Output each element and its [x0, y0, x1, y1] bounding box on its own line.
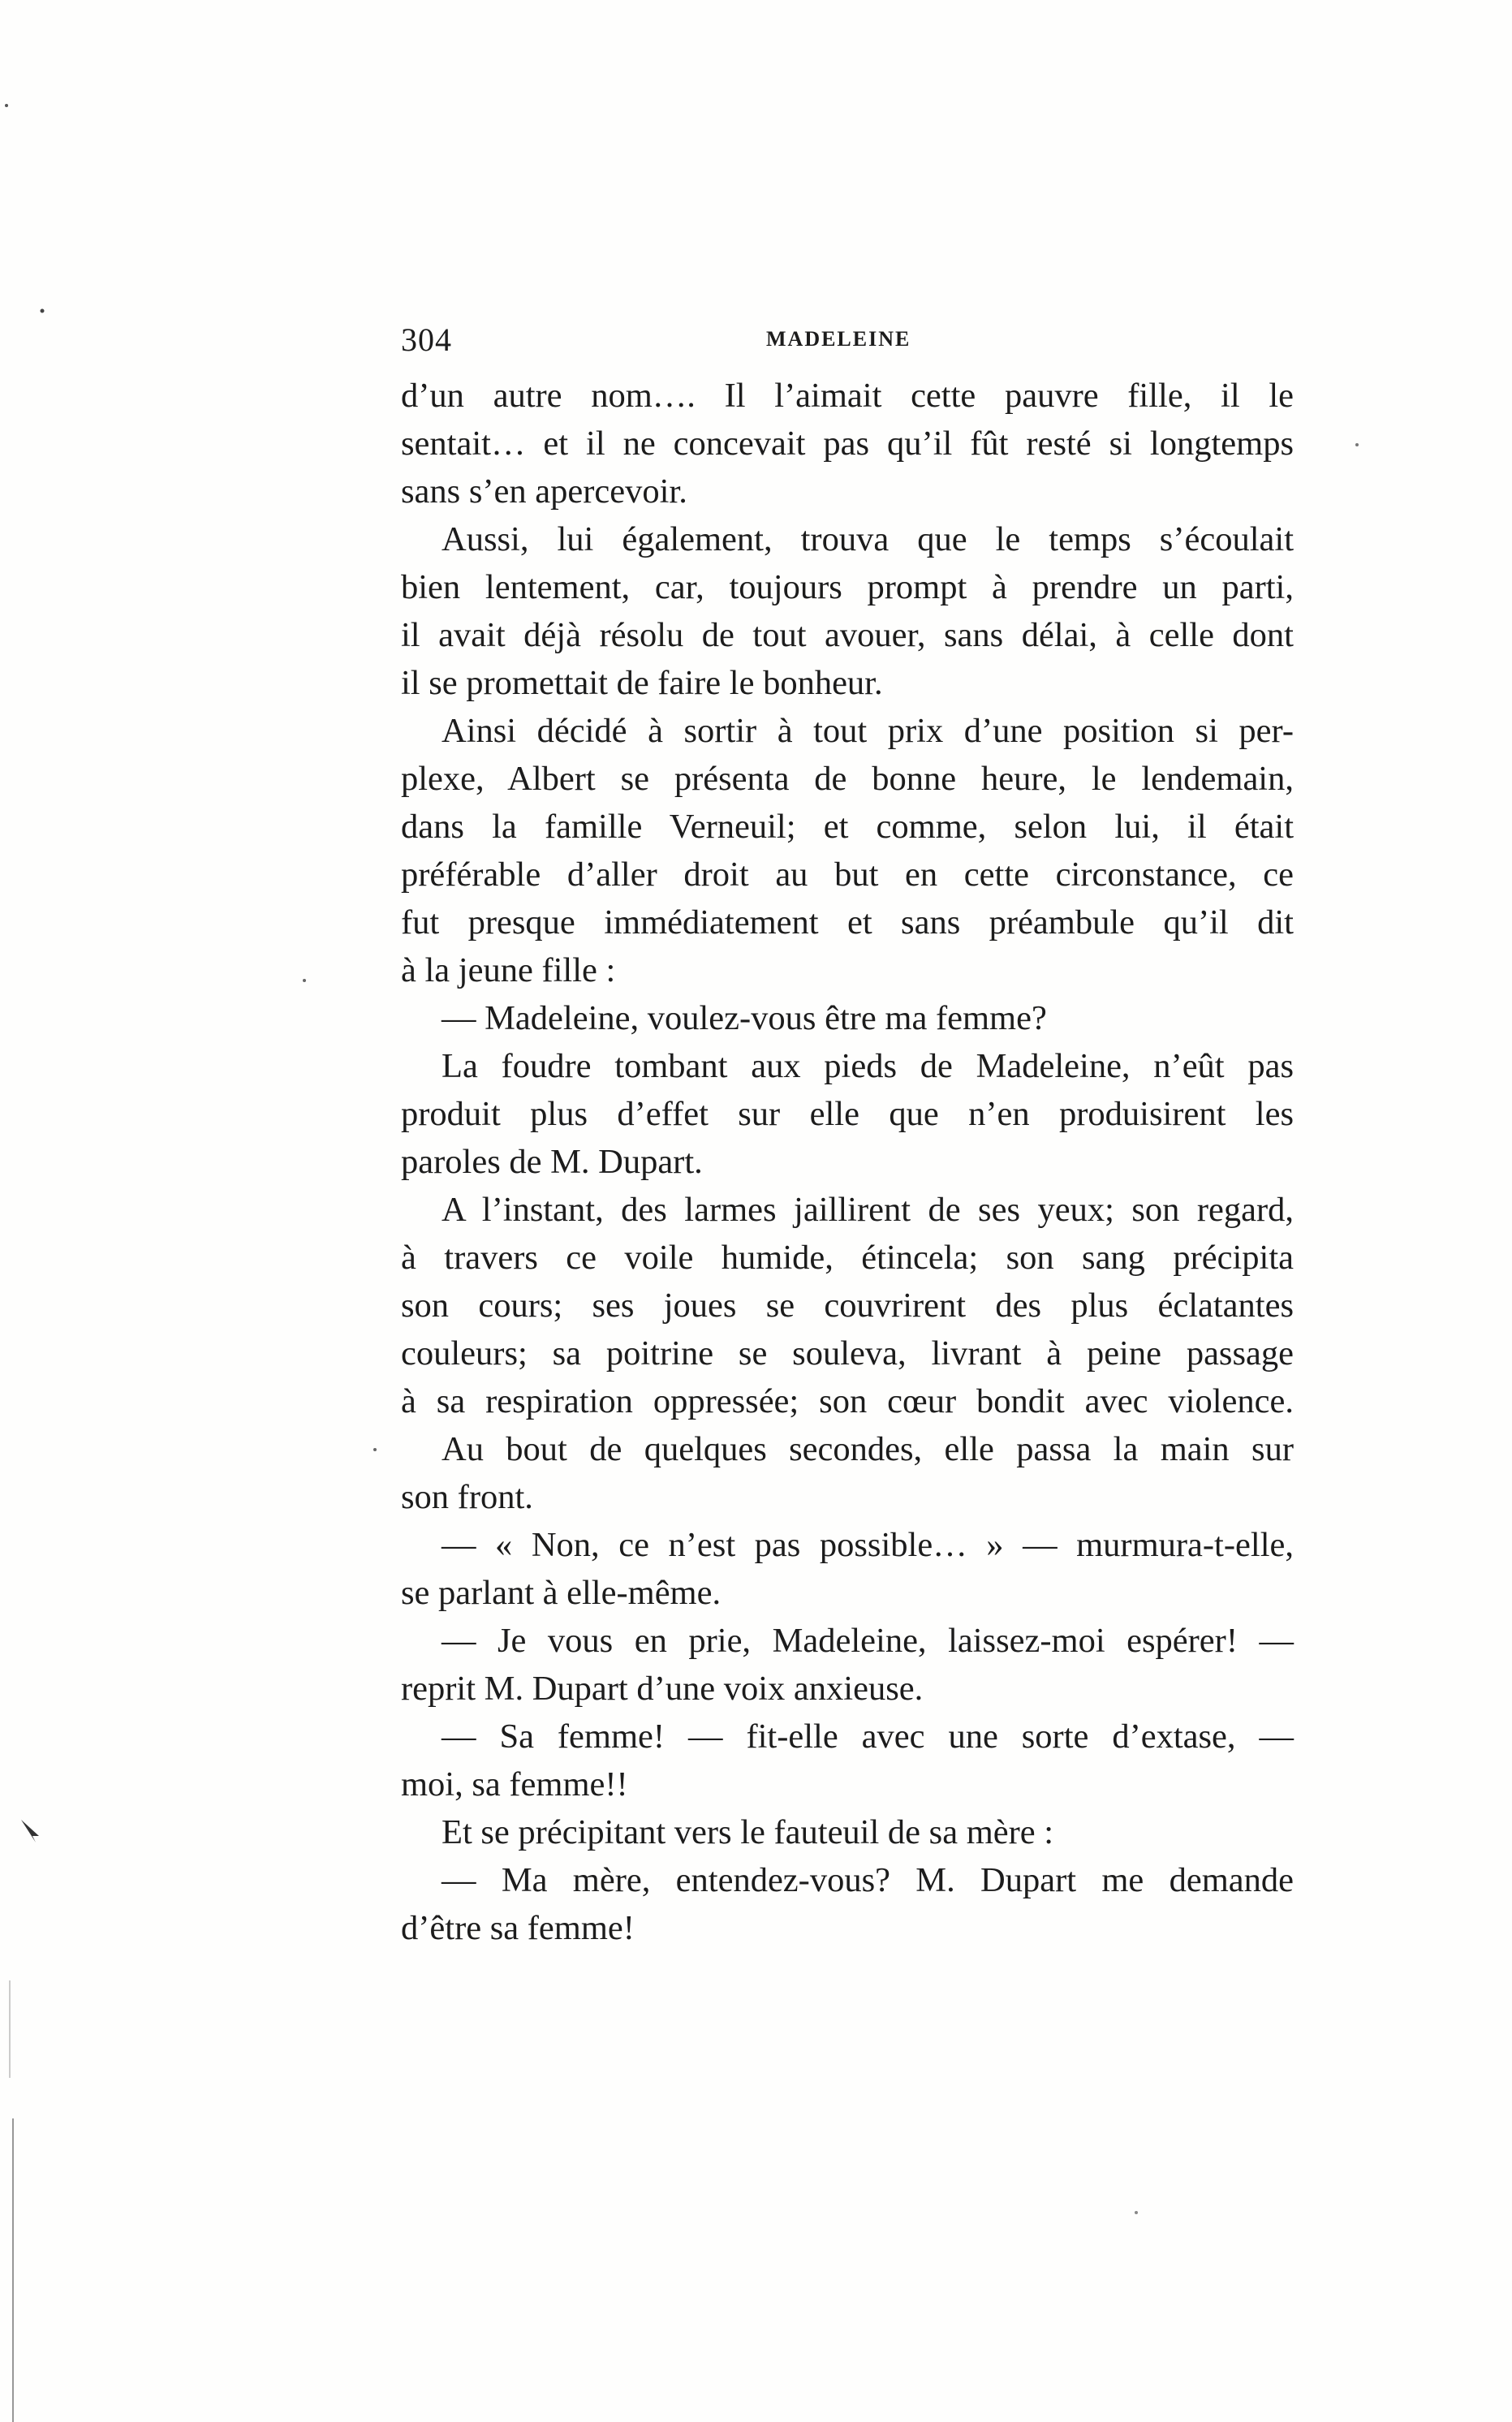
text-line: couleurs; sa poitrine se souleva, livrant à peine passage — [401, 1334, 1294, 1373]
arrow-mark-icon — [21, 1820, 39, 1842]
text-line: paroles de M. Dupart. — [401, 1143, 703, 1181]
running-head — [401, 321, 1294, 369]
dust-speck — [1355, 443, 1359, 446]
text-line: il se promettait de faire le bonheur. — [401, 664, 883, 702]
dust-speck — [373, 1448, 377, 1451]
text-line: à sa respiration oppressée; son cœur bondit avec violence. — [401, 1382, 1294, 1420]
text-line: sentait… et il ne concevait pas qu’il fût resté si longtemps — [401, 424, 1294, 463]
text-line: préférable d’aller droit au but en cette circonstance, ce — [401, 855, 1294, 894]
dust-speck — [1135, 2211, 1138, 2214]
text-line: à travers ce voile humide, étincela; son sang précipita — [401, 1239, 1294, 1277]
text-line: La foudre tombant aux pieds de Madeleine, n’eût pas — [442, 1047, 1294, 1085]
text-line: se parlant à elle-même. — [401, 1574, 722, 1612]
text-line: Et se précipitant vers le fauteuil de sa mère : — [442, 1813, 1054, 1851]
text-line: il avait déjà résolu de tout avouer, sans délai, à celle dont — [401, 616, 1294, 654]
text-line: son front. — [401, 1478, 533, 1516]
text-line: à la jeune fille : — [401, 951, 616, 989]
body-text — [401, 372, 1294, 1952]
text-line: Ainsi décidé à sortir à tout prix d’une position si per- — [442, 712, 1294, 750]
text-line: — « Non, ce n’est pas possible… » — murmura-t-elle, — [442, 1526, 1294, 1564]
dust-speck — [5, 104, 8, 107]
dust-speck — [303, 979, 306, 982]
text-line: — Je vous en prie, Madeleine, laissez-moi espérer! — — [442, 1622, 1294, 1660]
text-line: d’un autre nom…. Il l’aimait cette pauvre fille, il le — [401, 377, 1294, 415]
text-line: produit plus d’effet sur elle que n’en produisirent les — [401, 1095, 1294, 1133]
text-line: — Sa femme! — fit-elle avec une sorte d’extase, — — [442, 1717, 1294, 1756]
text-line: — Ma mère, entendez-vous? M. Dupart me demande — [442, 1861, 1294, 1899]
text-line: son cours; ses joues se couvrirent des plus éclatantes — [401, 1286, 1294, 1325]
text-line: fut presque immédiatement et sans préambule qu’il dit — [401, 903, 1294, 942]
text-line: Au bout de quelques secondes, elle passa la main sur — [442, 1430, 1294, 1468]
text-line: A l’instant, des larmes jaillirent de ses yeux; son regard, — [442, 1191, 1294, 1229]
text-line: Aussi, lui également, trouva que le temps s’écoulait — [442, 520, 1294, 558]
text-line: dans la famille Verneuil; et comme, selon lui, il était — [401, 808, 1294, 846]
dust-speck — [41, 309, 45, 313]
text-line: moi, sa femme!! — [401, 1765, 628, 1804]
page-number: 304 — [401, 321, 452, 358]
text-line: reprit M. Dupart d’une voix anxieuse. — [401, 1670, 924, 1708]
running-title: MADELEINE — [766, 327, 911, 351]
text-line: plexe, Albert se présenta de bonne heure, le lendemain, — [401, 760, 1294, 798]
text-line: d’être sa femme! — [401, 1909, 635, 1947]
text-line: bien lentement, car, toujours prompt à prendre un parti, — [401, 568, 1294, 606]
text-line: sans s’en apercevoir. — [401, 472, 687, 511]
text-line: — Madeleine, voulez-vous être ma femme? — [442, 999, 1047, 1037]
